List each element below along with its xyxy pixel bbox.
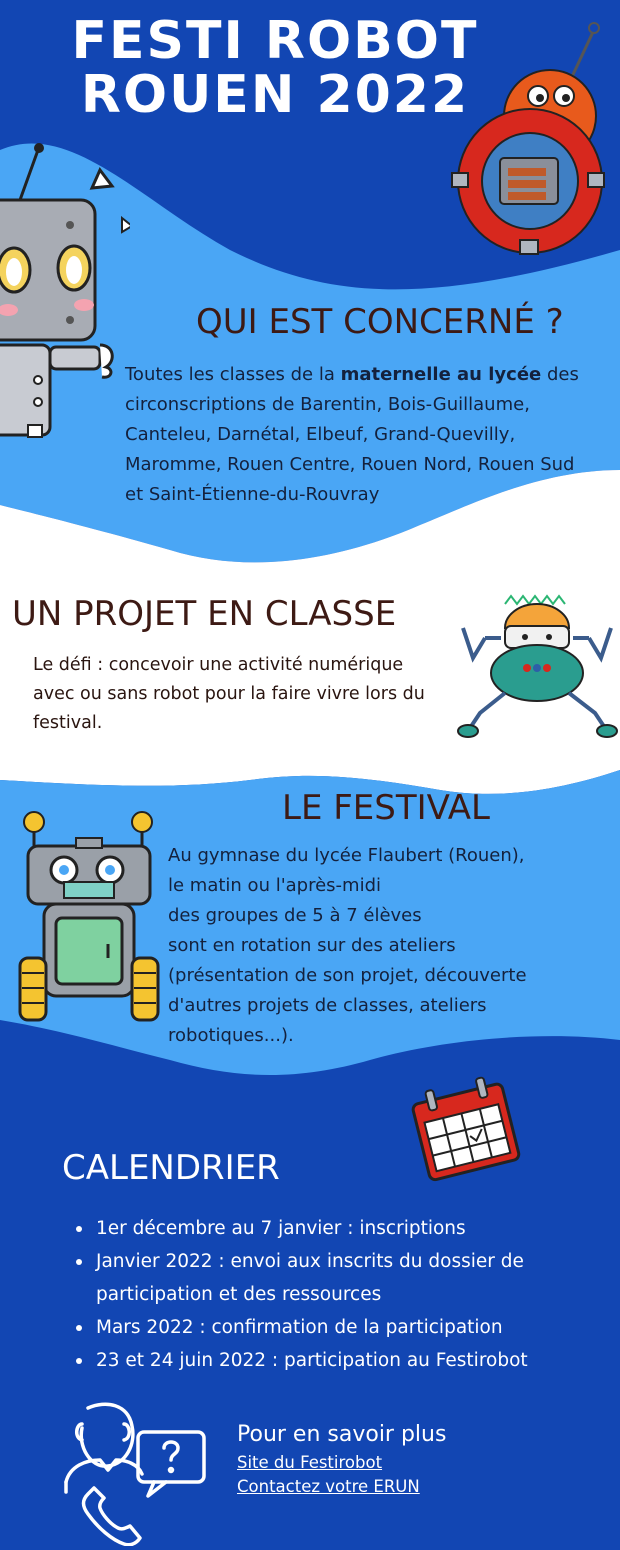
- section-heading-projet: UN PROJET EN CLASSE: [12, 594, 397, 634]
- festival-line: des groupes de 5 à 7 élèves: [168, 905, 422, 926]
- festival-line: le matin ou l'après-midi: [168, 875, 382, 896]
- calendar-list: [76, 1212, 596, 1377]
- calendar-item: 1er décembre au 7 janvier : inscriptions: [76, 1212, 596, 1245]
- qui-text-rest: des circonscriptions de Barentin, Bois-Guillaume, Canteleu, Darnétal, Elbeuf, Grand-Quevilly, Maromme, Rouen Centre, Rouen Nord, Rouen Sud et Saint-Étienne-du-Rouvray: [125, 364, 579, 505]
- robot-box-icon: [18, 808, 160, 1023]
- link-contact-erun[interactable]: Contactez votre ERUN: [237, 1477, 420, 1496]
- calendar-item: Mars 2022 : confirmation de la participation: [76, 1311, 596, 1344]
- festival-line: d'autres projets de classes, ateliers: [168, 995, 487, 1016]
- title-line-2: ROUEN 2022: [80, 65, 470, 125]
- section-heading-festival: LE FESTIVAL: [282, 788, 490, 828]
- calendar-item: 23 et 24 juin 2022 : participation au Festirobot: [76, 1344, 596, 1377]
- calendar-icon: [405, 1073, 525, 1183]
- festival-text: [168, 841, 598, 1051]
- festival-line: sont en rotation sur des ateliers: [168, 935, 456, 956]
- qui-text-bold: maternelle au lycée: [340, 364, 542, 385]
- qui-text: [125, 360, 595, 510]
- festival-line: (présentation de son projet, découverte: [168, 965, 527, 986]
- title-line-1: FESTI ROBOT: [71, 11, 479, 71]
- robot-red-icon: [450, 18, 615, 258]
- section-heading-calendrier: CALENDRIER: [62, 1148, 280, 1188]
- page-title: [60, 11, 490, 125]
- projet-text: Le défi : concevoir une activité numérique avec ou sans robot pour la faire vivre lors du festival.: [33, 655, 425, 733]
- calendar-item: Janvier 2022 : envoi aux inscrits du dossier de participation et des ressources: [76, 1245, 596, 1311]
- festival-line: robotiques...).: [168, 1025, 294, 1046]
- section-heading-qui: QUI EST CONCERNÉ ?: [196, 302, 564, 342]
- robot-grey-icon: [0, 140, 130, 440]
- festival-line: Au gymnase du lycée Flaubert (Rouen),: [168, 845, 525, 866]
- link-site-festirobot[interactable]: Site du Festirobot: [237, 1453, 383, 1472]
- robot-teal-icon: [455, 588, 620, 743]
- qui-text-prefix: Toutes les classes de la: [125, 364, 341, 385]
- contact-phone-icon: [58, 1398, 213, 1546]
- more-info-title: Pour en savoir plus: [237, 1422, 447, 1447]
